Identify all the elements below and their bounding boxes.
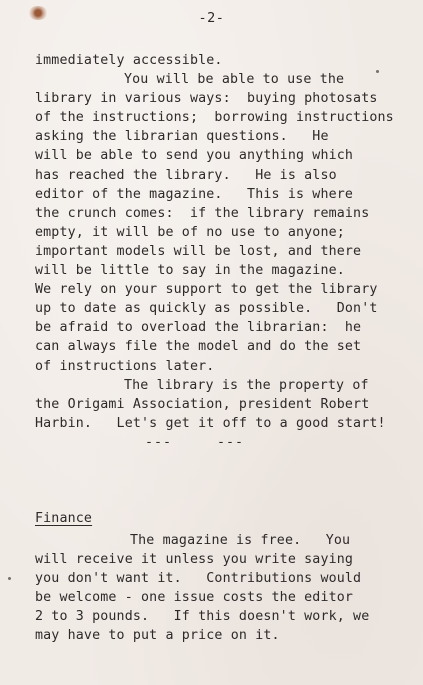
finance-heading: Finance [35,511,93,526]
text-line: the Origami Association, president Robert [35,396,370,412]
text-line: be afraid to overload the librarian: he [35,320,362,336]
text-line: has reached the library. He is also [35,167,337,183]
finance-section [35,507,415,646]
text-line: The magazine is free. You [130,533,351,548]
text-line: editor of the magazine. This is where [35,186,354,202]
text-line: 2 to 3 pounds. If this doesn't work, we [35,609,370,625]
text-line: can always file the model and do the set [35,339,362,355]
library-section [35,51,415,452]
text-line: You will be able to use the [124,72,345,88]
text-line: immediately accessible. [35,53,223,68]
text-line: empty, it will be of no use to anyone; [35,224,345,240]
paper-speck [8,577,11,580]
text-line: of the instructions; borrowing instructions [35,110,394,126]
text-line: of instructions later. [35,358,215,374]
text-line: the crunch comes: if the library remains [35,205,370,221]
text-line: We rely on your support to get the library [35,282,378,298]
text-line: you don't want it. Contributions would [35,571,362,587]
text-line: will be little to say in the magazine. [35,263,345,279]
text-line: will be able to send you anything which [35,148,354,164]
text-line: asking the librarian questions. He [35,129,329,145]
text-line: The library is the property of [124,377,369,393]
text-line: may have to put a price on it. [35,628,280,644]
finance-body [35,531,415,646]
text-line: up to date as quickly as possible. Don't [35,301,378,317]
text-line: Harbin. Let's get it off to a good start! [35,415,386,431]
page-number: -2- [198,10,225,26]
text-line: important models will be lost, and there [35,243,362,259]
text-line: library in various ways: buying photosats [35,91,378,107]
section-separator: --- --- [145,434,245,450]
text-line: be welcome - one issue costs the editor [35,590,354,606]
text-line: will receive it unless you write saying [35,552,354,568]
